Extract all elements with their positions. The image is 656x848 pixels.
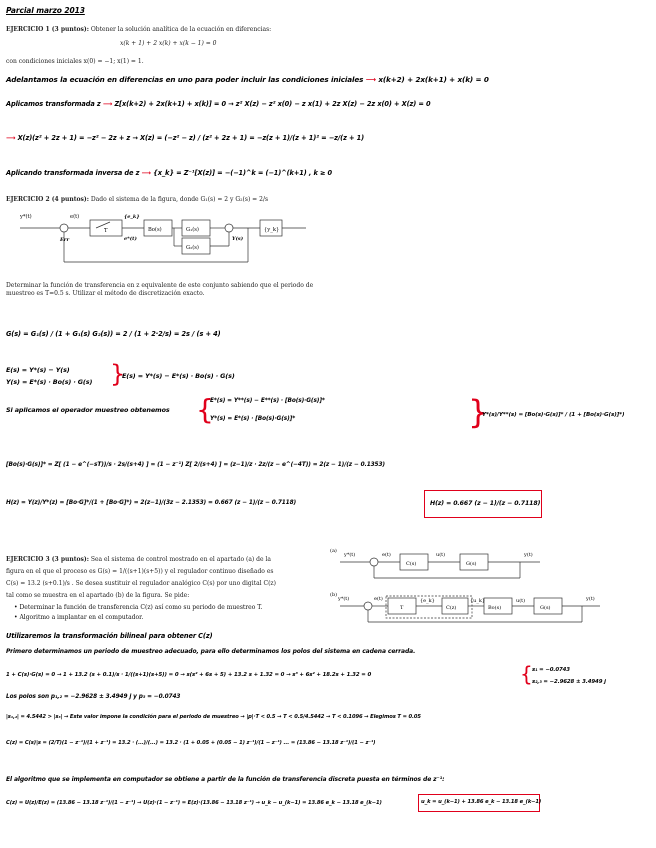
ex3-alg-intro: El algoritmo que se implementa en computador se obtiene a partir de la función de transferencia discreta puesta en términos de z⁻¹:: [6, 776, 445, 783]
ex2-block-diagram: [20, 206, 310, 272]
ex3-statement3: C(s) = 13.2 (s+0.1)/s . Se desea sustituir el regulador analógico C(s) por uno digital C(z): [6, 580, 276, 587]
ex3-cz: C(z) = C(s)|s = (2/T)(1 − z⁻¹)/(1 + z⁻¹) = 13.2 · (...)/(...) = 13.2 · (1 + 0.05 + (0.05 − 1) z⁻¹)/(1 − z⁻¹) ... = (13.86 − 13.18 z⁻¹)/(1 − z⁻¹): [6, 740, 376, 746]
arrow-icon: ⟶: [365, 75, 379, 84]
ex3-h1: Utilizaremos la transformación bilineal para obtener C(z): [6, 632, 213, 640]
ex3b-u: u(t): [516, 598, 526, 604]
ex2-diag-label-G2: G₂(s): [186, 245, 199, 251]
arrow-icon: ⟶: [102, 100, 115, 108]
ex2-heading: EJERCICIO 2 (4 puntos):: [6, 196, 89, 203]
ex3a-tag: (a): [330, 548, 337, 554]
page-title: Parcial marzo 2013: [6, 6, 85, 15]
ex1-step4-text: Aplicando transformada inversa de z: [6, 169, 140, 177]
arrow-icon: ⟶: [141, 169, 154, 177]
ex2-ztransform: [Bo(s)·G(s)]* = Z[ (1 − e^(−sT))/s · 2s/(s+4) ] = (1 − z⁻¹) Z[ 2/(s+4) ] = (z−1)/z · 2z/(z − e^(−4T)) = 2(z − 1)/(z − 0.1353): [6, 462, 385, 468]
ex3a-C: C(s): [406, 561, 417, 567]
ex1-step1: [6, 75, 489, 84]
brace-icon: }: [110, 360, 126, 388]
ex3-diagram-a: [330, 544, 650, 584]
ex2-diag-label-T: T: [104, 228, 108, 234]
ex3-bullet-1-text: Determinar la función de transferencia C(z) así como su periodo de muestreo T.: [19, 604, 263, 611]
ex3-bullet-2-text: Algoritmo a implantar en el computador.: [19, 614, 144, 621]
ex1-step2: [6, 100, 430, 108]
ex2-hz: H(z) = Y(z)/Y*(z) = [Bo·G]*/(1 + [Bo·G]*) = 2(z−1)/(3z − 2.1353) = 0.667 (z − 1)/(z − 0.7118): [6, 500, 297, 506]
ex3-bullet-2: • Algoritmo a implantar en el computador.: [14, 614, 144, 621]
ex3-root2: s₂,₃ = −2.9628 ± 3.4949 j: [532, 679, 606, 685]
ex2-e-def2: Y(s) = E*(s) · Bo(s) · G(s): [6, 378, 93, 386]
ex1-equation: x(k + 1) + 2 x(k) + x(k − 1) = 0: [120, 40, 217, 47]
ex2-question: Determinar la función de transferencia en z equivalente de este conjunto sabiendo que el periodo de muestreo es T=0.5 s. Utilizar el método de discretización exacto.: [6, 282, 314, 297]
ex3-statement2: figura en el que el proceso es G(s) = 1/((s+1)(s+5)) y el regulador continuo diseñado es: [6, 568, 274, 575]
ex1-step2-result: Z[x(k+2) + 2x(k+1) + x(k)] = 0 → z² X(z) − z² x(0) − z x(1) + 2z X(z) − 2z x(0) + X(z) = 0: [114, 100, 431, 108]
ex3-poles: Los polos son p₁,₂ = −2.9628 ± 3.4949 j y p₃ = −0.0743: [6, 694, 181, 700]
brace-icon: {: [196, 393, 214, 426]
ex2-diag-label-yo: Y(s): [232, 236, 244, 242]
ex3a-e: e(t): [382, 552, 391, 558]
ex3b-C: C(z): [446, 605, 457, 611]
ex2-diag-label-err: Err: [60, 237, 70, 243]
ex3b-T: T: [400, 605, 404, 611]
ex1-step2-text: Aplicamos transformada z: [6, 100, 101, 108]
ex3a-u: u(t): [436, 552, 446, 558]
ex3-alg-box: u_k = u_(k−1) + 13.86 e_k − 13.18 e_(k−1): [421, 799, 542, 805]
ex2-diag-label-Bo: Bo(s): [148, 227, 162, 233]
ex1-statement: Obtener la solución analítica de la ecuación en diferencias:: [90, 26, 272, 33]
ex2-sampler-eq2: Y*(s) = E*(s) · [Bo(s)·G(s)]*: [210, 416, 296, 422]
ex2-sampler-text: Si aplicamos el operador muestreo obtenemos: [6, 406, 170, 414]
brace-icon: {: [520, 662, 533, 686]
brace-icon: }: [468, 393, 489, 431]
ex1-step4: [6, 169, 332, 177]
ex2-g-line: G(s) = G₁(s) / (1 + G₁(s) G₂(s)) = 2 / (1 + 2·2/s) = 2s / (s + 4): [6, 330, 221, 338]
ex3b-y: y(t): [586, 596, 595, 602]
ex3-condition: |s₁,₂| = 4.5442 > |s₃| → Este valor impone la condición para el periodo de muestreo → |p|·T < 0.5 → T < 0.5/4.5442 → T < 0.1096 → Elegimos T = 0.05: [6, 714, 421, 720]
ex3b-uk: {u_k}: [470, 598, 486, 604]
ex2-statement-line: [6, 196, 268, 203]
ex3-statement4: tal como se muestra en el apartado (b) de la figura. Se pide:: [6, 592, 190, 599]
ex1-statement-line: [6, 26, 271, 33]
ex3-bullet-1: • Determinar la función de transferencia C(z) así como su periodo de muestreo T.: [14, 604, 263, 611]
ex3b-tag: (b): [330, 592, 338, 598]
ex1-step4-result: {x_k} = Z⁻¹[X(z)] = −(−1)^k = (−1)^(k+1) , k ≥ 0: [153, 169, 333, 177]
ex2-sampler-eq1: E*(s) = Y**(s) − E**(s) · [Bo(s)·G(s)]*: [210, 398, 325, 404]
ex3-algorithm: C(z) = U(z)/E(z) = (13.86 − 13.18 z⁻¹)/(1 − z⁻¹) → U(z)·(1 − z⁻¹) = E(z)·(13.86 − 13.18 z⁻¹) → u_k − u_(k−1) = 13.86 e_k − 13.18 e_(k−1): [6, 800, 382, 806]
ex1-conditions: con condiciones iniciales x(0) = −1; x(1) = 1.: [6, 58, 144, 65]
ex3b-G: G(s): [540, 605, 551, 611]
ex3a-G: G(s): [466, 561, 477, 567]
ex3b-e: e(t): [374, 596, 383, 602]
ex3-statement1: Sea el sistema de control mostrado en el apartado (a) de la: [90, 556, 271, 563]
ex3-h2: Primero determinamos un periodo de muestreo adecuado, para ello determinamos los polos del sistema en cadena cerrada.: [6, 648, 416, 655]
ex2-diag-label-yin: y*(t): [20, 214, 32, 220]
ex2-diag-label-et: e(t): [70, 214, 80, 220]
ex2-diag-label-yk: {y_k}: [264, 227, 280, 233]
ex2-e-combined: E(s) = Y*(s) − E*(s) · Bo(s) · G(s): [122, 372, 235, 380]
ex3-heading: EJERCICIO 3 (3 puntos):: [6, 556, 89, 563]
ex1-heading: EJERCICIO 1 (3 puntos):: [6, 26, 89, 33]
arrow-icon: ⟶: [6, 134, 18, 142]
ex3-closed-loop: 1 + C(s)·G(s) = 0 → 1 + 13.2 (s + 0.1)/s · 1/((s+1)(s+5)) = 0 → s(s² + 6s + 5) + 13.2 s + 1.32 = 0 → s³ + 6s² + 18.2s + 1.32 = 0: [6, 672, 372, 678]
ex1-step3-text: X(z)(z² + 2z + 1) = −z² − 2z + z → X(z) = (−z² − z) / (z² + 2z + 1) = −z(z + 1)/(z + 1)² = −z/(z + 1): [17, 134, 365, 142]
ex3b-ek: {e_k}: [420, 598, 435, 604]
ex3b-yin: y*(t): [338, 596, 350, 602]
ex3-statement-line1: [6, 556, 271, 563]
ex3a-y: y(t): [524, 552, 533, 558]
ex3a-yin: y*(t): [344, 552, 356, 558]
ex1-step1-text: Adelantamos la ecuación en diferencias en uno para poder incluir las condiciones iniciales: [6, 75, 364, 84]
ex2-statement: Dado el sistema de la figura, donde G₁(s) = 2 y G₂(s) = 2/s: [90, 196, 269, 203]
ex2-diag-label-eo: e*(t): [124, 236, 137, 242]
ex2-diag-label-G1: G₁(s): [186, 227, 199, 233]
ex2-hz-box: H(z) = 0.667 (z − 1)/(z − 0.7118): [430, 500, 541, 507]
ex2-e-def1: E(s) = Y*(s) − Y(s): [6, 366, 70, 374]
ex2-diag-label-ek: {e_k}: [124, 214, 140, 220]
ex1-step3: [6, 134, 364, 142]
ex1-step1-result: x(k+2) + 2x(k+1) + x(k) = 0: [378, 75, 489, 84]
ex3-root1: s₁ = −0.0743: [532, 667, 570, 673]
ex2-tf: Y*(s)/Y**(s) = [Bo(s)·G(s)]* / (1 + [Bo(s)·G(s)]*): [482, 412, 625, 418]
ex3-diagram-b: [330, 590, 650, 630]
ex3b-Bo: Bo(s): [488, 605, 502, 611]
